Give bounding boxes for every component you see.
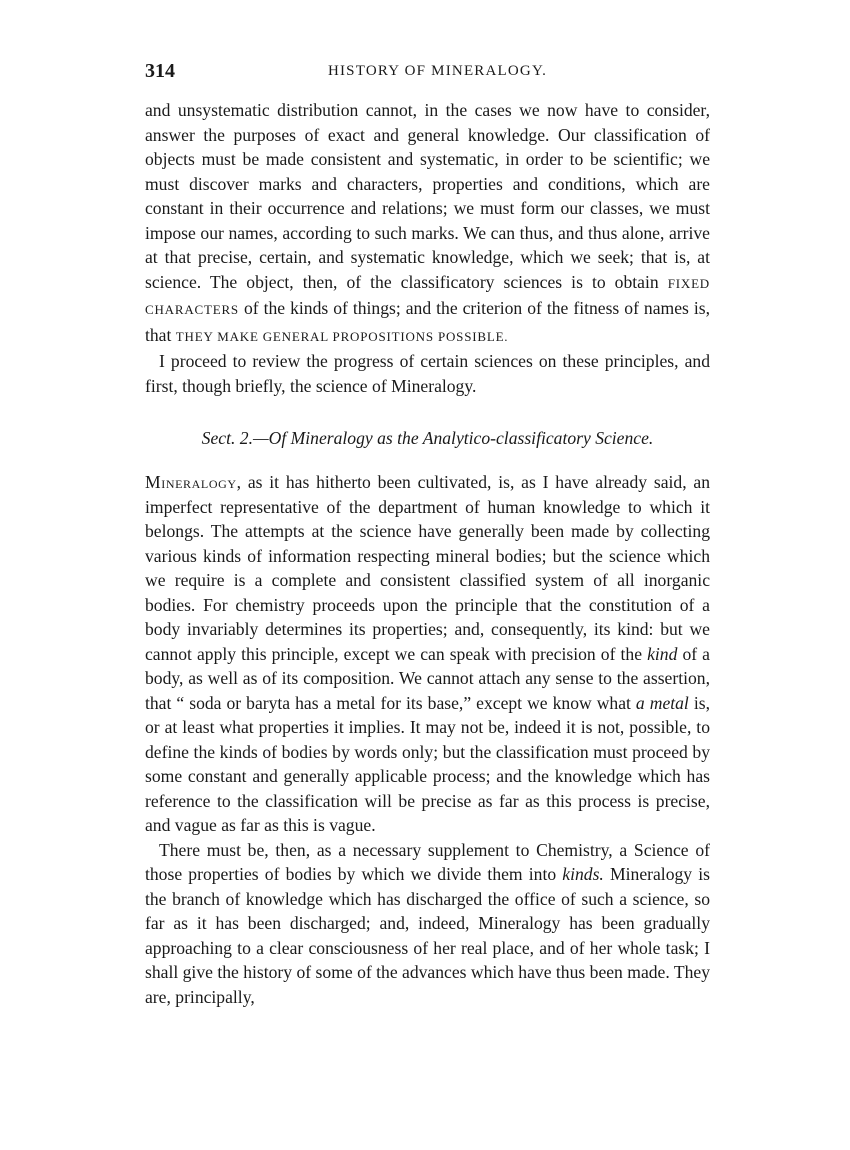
paragraph-1-text-a: and unsystematic distribution cannot, in the cases we now have to consider, answer the purposes of exact and general knowledge. Our classification of objects must be made consistent and systematic, in order to be scientific; we must discover marks and characters, properties and conditions, which are constant in their occurrence and relations; we must form our classes, we must impose our names, according to such marks. We can thus, and thus alone, arrive at that precise, certain, and systematic knowledge, which we seek; that is, at science. The object, then, of the classificatory sciences is to obtain: [145, 100, 710, 292]
running-title: HISTORY OF MINERALOGY.: [327, 63, 548, 79]
fixed-characters-caps: FIXED CHARACTERS: [145, 275, 710, 317]
section-title: Of Mineralogy as the Analytico-classificatory Science.: [268, 428, 654, 448]
paragraph-3-text-b: of a body, as well as of its composition. We cannot attach any sense to the assertion, that “ soda or baryta has a metal for its base,” except we know what: [145, 643, 710, 713]
emphasis-kind: kind: [647, 643, 678, 664]
general-propositions-caps: THEY MAKE GENERAL PROPOSITIONS POSSIBLE.: [175, 328, 509, 344]
paragraph-2: I proceed to review the progress of certain sciences on these principles, and first, though briefly, the science of Mineralogy.: [145, 351, 710, 396]
running-head: [145, 56, 710, 86]
paragraph-4-text-a: There must be, then, as a necessary supplement to Chemistry, a Science of those properties of bodies by which we divide them into: [145, 839, 710, 884]
paragraph-3: [145, 470, 710, 838]
book-page: [145, 56, 710, 1009]
mineralogy-lead-caps: Mineralogy: [145, 472, 237, 492]
emphasis-kinds: kinds.: [562, 864, 604, 884]
section-heading: [145, 426, 710, 450]
emphasis-a-metal: a metal: [635, 692, 689, 713]
section-label: Sect. 2.—: [201, 428, 269, 448]
page-number: 314: [145, 60, 175, 82]
paragraph-4: [145, 838, 710, 1010]
paragraph-3-text-a: , as it has hitherto been cultivated, is, as I have already said, an imperfect representative of the department of human knowledge to which it belongs. The attempts at the science have generally been made by collecting various kinds of information respecting mineral bodies; but the science which we require is a complete and consistent classified system of all inorganic bodies. For chemistry proceeds upon the principle that the constitution of a body invariably determines its properties; and, consequently, its kind: but we cannot apply this principle, except we can speak with precision of the: [145, 472, 710, 664]
paragraph-1-text-b: of the kinds of things; and the criterion of the fitness of names is, that: [145, 298, 710, 345]
paragraph-3-text-c: is, or at least what properties it implies. It may not be, indeed it is not, possible, to define the kinds of bodies by words only; but the classification must proceed by some constant and generally applicable process; and the knowledge which has reference to the classification will be precise as far as this process is precise, and vague as far as this is vague.: [145, 692, 710, 835]
paragraph-4-text-b: Mineralogy is the branch of knowledge which has discharged the office of such a science, so far as it has been discharged; and, indeed, Mineralogy has been gradually approaching to a clear consciousness of her real place, and of her whole task; I shall give the history of some of the advances which have thus been made. They are, principally,: [145, 864, 710, 1007]
paragraph-1: [145, 98, 710, 349]
